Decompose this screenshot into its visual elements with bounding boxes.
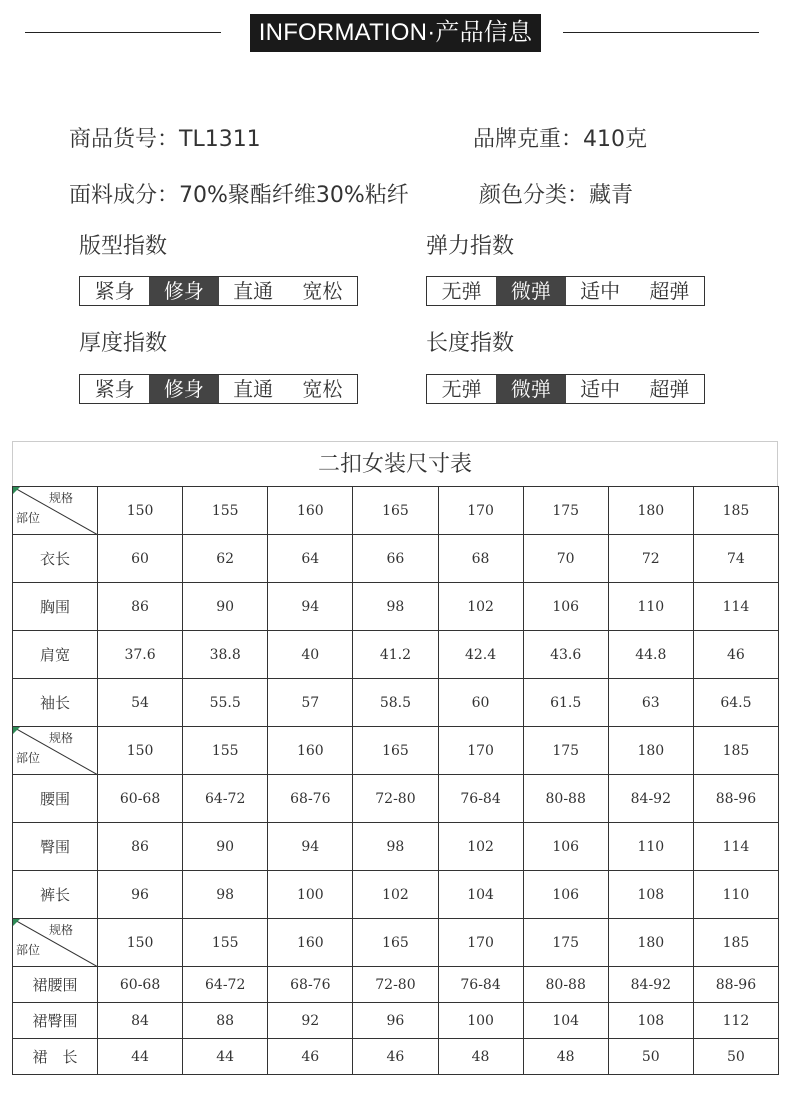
part-label: 部位 — [16, 943, 41, 957]
measurement-value: 90 — [183, 823, 268, 871]
fabric-text: 面料成分：70%聚酯纤维30%粘纤 — [69, 183, 409, 208]
measurement-value: 112 — [693, 1003, 778, 1039]
measurement-label: 腰围 — [13, 775, 98, 823]
measurement-value: 64 — [268, 535, 353, 583]
section-title: INFORMATION·产品信息 — [250, 14, 541, 52]
table-row — [13, 775, 779, 823]
measurement-value: 68-76 — [268, 775, 353, 823]
measurement-value: 50 — [608, 1039, 693, 1075]
size-header-cell: 155 — [183, 487, 268, 535]
color-text: 颜色分类：藏青 — [479, 183, 634, 208]
corner-header-cell — [13, 919, 98, 967]
measurement-value: 84 — [98, 1003, 183, 1039]
measurement-value: 40 — [268, 631, 353, 679]
measurement-value: 86 — [98, 823, 183, 871]
table-row — [13, 823, 779, 871]
measurement-value: 64.5 — [693, 679, 778, 727]
measurement-value: 72-80 — [353, 967, 438, 1003]
size-header-cell: 150 — [98, 919, 183, 967]
measurement-value: 48 — [438, 1039, 523, 1075]
measurement-value: 84-92 — [608, 967, 693, 1003]
corner-header-cell — [13, 727, 98, 775]
part-label: 部位 — [16, 751, 41, 765]
scale-option: 微弹 — [496, 375, 565, 403]
measurement-value: 98 — [183, 871, 268, 919]
size-header-cell: 165 — [353, 487, 438, 535]
size-header-row — [13, 919, 779, 967]
measurement-value: 80-88 — [523, 967, 608, 1003]
measurement-value: 100 — [438, 1003, 523, 1039]
measurement-value: 46 — [693, 631, 778, 679]
measurement-value: 38.8 — [183, 631, 268, 679]
corner-marker — [13, 919, 20, 926]
size-header-cell: 155 — [183, 919, 268, 967]
measurement-value: 76-84 — [438, 967, 523, 1003]
fit-index-title: 版型指数 — [79, 234, 168, 259]
measurement-value: 37.6 — [98, 631, 183, 679]
measurement-value: 110 — [608, 823, 693, 871]
measurement-value: 80-88 — [523, 775, 608, 823]
part-label: 部位 — [16, 511, 41, 525]
measurement-value: 74 — [693, 535, 778, 583]
length-index-title: 长度指数 — [426, 331, 515, 356]
scale-option: 超弹 — [649, 377, 690, 401]
sku-text: 商品货号：TL1311 — [69, 127, 261, 152]
measurement-value: 55.5 — [183, 679, 268, 727]
measurement-value: 106 — [523, 583, 608, 631]
measurement-value: 44.8 — [608, 631, 693, 679]
table-row — [13, 583, 779, 631]
scale-option: 直通 — [233, 377, 274, 401]
size-header-cell: 170 — [438, 919, 523, 967]
header-rule-left — [25, 32, 221, 33]
spec-label: 规格 — [48, 491, 73, 505]
size-header-cell: 165 — [353, 727, 438, 775]
measurement-label: 臀围 — [13, 823, 98, 871]
size-header-cell: 165 — [353, 919, 438, 967]
table-row — [13, 967, 779, 1003]
corner-header-cell — [13, 487, 98, 535]
measurement-label: 裙臀围 — [13, 1003, 98, 1039]
measurement-value: 60-68 — [98, 967, 183, 1003]
scale-option: 修身 — [149, 277, 218, 305]
table-row — [13, 1003, 779, 1039]
measurement-value: 104 — [438, 871, 523, 919]
measurement-value: 61.5 — [523, 679, 608, 727]
measurement-value: 86 — [98, 583, 183, 631]
measurement-value: 106 — [523, 871, 608, 919]
measurement-label: 袖长 — [13, 679, 98, 727]
measurement-value: 88 — [183, 1003, 268, 1039]
scale-option: 无弹 — [441, 279, 482, 303]
measurement-value: 60-68 — [98, 775, 183, 823]
table-row — [13, 1039, 779, 1075]
size-header-cell: 170 — [438, 727, 523, 775]
measurement-label: 裙腰围 — [13, 967, 98, 1003]
measurement-value: 110 — [693, 871, 778, 919]
scale-option: 适中 — [580, 377, 621, 401]
measurement-value: 64-72 — [183, 967, 268, 1003]
spec-label: 规格 — [48, 731, 73, 745]
measurement-label: 裙 长 — [13, 1039, 98, 1075]
scale-option: 微弹 — [496, 277, 565, 305]
stretch-index-scale — [426, 276, 705, 306]
size-header-cell: 170 — [438, 487, 523, 535]
size-header-row — [13, 487, 779, 535]
measurement-value: 110 — [608, 583, 693, 631]
size-header-cell: 150 — [98, 727, 183, 775]
size-header-cell: 155 — [183, 727, 268, 775]
measurement-value: 44 — [183, 1039, 268, 1075]
spec-label: 规格 — [48, 923, 73, 937]
size-header-cell: 160 — [268, 727, 353, 775]
measurement-value: 96 — [353, 1003, 438, 1039]
table-row — [13, 535, 779, 583]
measurement-value: 114 — [693, 583, 778, 631]
scale-option: 修身 — [149, 375, 218, 403]
measurement-value: 100 — [268, 871, 353, 919]
measurement-label: 衣长 — [13, 535, 98, 583]
size-header-cell: 185 — [693, 919, 778, 967]
scale-option: 超弹 — [649, 279, 690, 303]
size-chart-title: 二扣女装尺寸表 — [12, 441, 778, 486]
measurement-value: 54 — [98, 679, 183, 727]
size-table — [12, 486, 779, 1075]
size-header-cell: 175 — [523, 487, 608, 535]
measurement-value: 94 — [268, 823, 353, 871]
measurement-value: 46 — [353, 1039, 438, 1075]
size-chart — [12, 441, 778, 1075]
measurement-value: 48 — [523, 1039, 608, 1075]
size-header-cell: 175 — [523, 919, 608, 967]
scale-option: 宽松 — [302, 279, 343, 303]
measurement-value: 108 — [608, 1003, 693, 1039]
corner-marker — [13, 727, 20, 734]
measurement-value: 44 — [98, 1039, 183, 1075]
measurement-value: 98 — [353, 823, 438, 871]
measurement-value: 64-72 — [183, 775, 268, 823]
measurement-label: 肩宽 — [13, 631, 98, 679]
measurement-value: 88-96 — [693, 775, 778, 823]
measurement-value: 102 — [353, 871, 438, 919]
measurement-value: 72 — [608, 535, 693, 583]
size-header-cell: 180 — [608, 919, 693, 967]
measurement-value: 94 — [268, 583, 353, 631]
measurement-value: 57 — [268, 679, 353, 727]
table-row — [13, 679, 779, 727]
measurement-value: 60 — [438, 679, 523, 727]
scale-option: 适中 — [580, 279, 621, 303]
table-row — [13, 631, 779, 679]
measurement-value: 88-96 — [693, 967, 778, 1003]
measurement-value: 92 — [268, 1003, 353, 1039]
corner-marker — [13, 487, 20, 494]
stretch-index-title: 弹力指数 — [426, 234, 515, 259]
measurement-value: 68-76 — [268, 967, 353, 1003]
thickness-index-scale — [79, 374, 358, 404]
fit-index-scale — [79, 276, 358, 306]
measurement-value: 104 — [523, 1003, 608, 1039]
measurement-value: 114 — [693, 823, 778, 871]
size-header-cell: 185 — [693, 727, 778, 775]
header-rule-right — [563, 32, 759, 33]
scale-option: 紧身 — [94, 377, 135, 401]
measurement-value: 84-92 — [608, 775, 693, 823]
measurement-value: 96 — [98, 871, 183, 919]
scale-option: 紧身 — [94, 279, 135, 303]
size-header-cell: 175 — [523, 727, 608, 775]
measurement-value: 66 — [353, 535, 438, 583]
size-header-row — [13, 727, 779, 775]
measurement-value: 43.6 — [523, 631, 608, 679]
measurement-value: 108 — [608, 871, 693, 919]
scale-option: 直通 — [233, 279, 274, 303]
measurement-value: 63 — [608, 679, 693, 727]
measurement-value: 58.5 — [353, 679, 438, 727]
measurement-label: 胸围 — [13, 583, 98, 631]
measurement-value: 42.4 — [438, 631, 523, 679]
measurement-value: 98 — [353, 583, 438, 631]
measurement-value: 102 — [438, 823, 523, 871]
length-index-scale — [426, 374, 705, 404]
measurement-value: 70 — [523, 535, 608, 583]
scale-option: 宽松 — [302, 377, 343, 401]
measurement-value: 90 — [183, 583, 268, 631]
measurement-value: 76-84 — [438, 775, 523, 823]
measurement-value: 46 — [268, 1039, 353, 1075]
measurement-value: 60 — [98, 535, 183, 583]
measurement-value: 62 — [183, 535, 268, 583]
weight-text: 品牌克重：410克 — [473, 127, 647, 152]
size-header-cell: 160 — [268, 487, 353, 535]
measurement-label: 裤长 — [13, 871, 98, 919]
measurement-value: 41.2 — [353, 631, 438, 679]
size-header-cell: 180 — [608, 487, 693, 535]
table-row — [13, 871, 779, 919]
size-header-cell: 180 — [608, 727, 693, 775]
size-header-cell: 150 — [98, 487, 183, 535]
measurement-value: 50 — [693, 1039, 778, 1075]
measurement-value: 68 — [438, 535, 523, 583]
size-header-cell: 160 — [268, 919, 353, 967]
measurement-value: 72-80 — [353, 775, 438, 823]
size-header-cell: 185 — [693, 487, 778, 535]
scale-option: 无弹 — [441, 377, 482, 401]
thickness-index-title: 厚度指数 — [79, 331, 168, 356]
measurement-value: 106 — [523, 823, 608, 871]
measurement-value: 102 — [438, 583, 523, 631]
